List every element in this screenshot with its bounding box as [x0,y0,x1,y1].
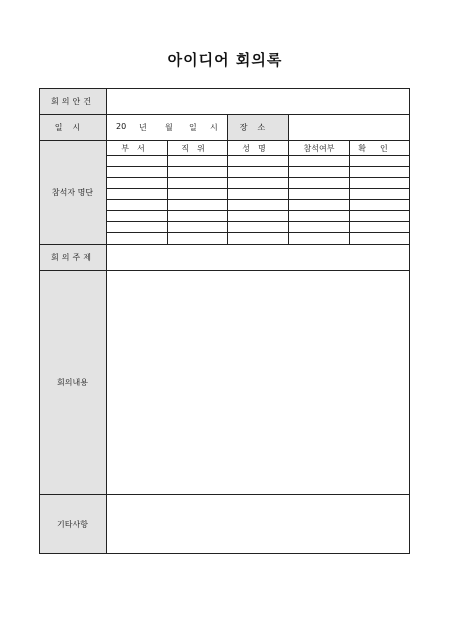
attendee-list-label: 참석자 명단 [39,140,106,244]
etc-label: 기타사항 [39,494,106,554]
date-year: 20 [116,122,127,131]
place-label-divider [288,114,289,140]
attendee-row-divider [106,177,410,178]
row-divider [39,270,410,271]
border-top [39,88,410,89]
row-divider [39,114,410,115]
border-bottom [39,553,410,554]
attendee-col-dept: 부서 [121,143,153,153]
datetime-label: 일시 [39,114,106,140]
date-day-unit: 일 [189,123,197,132]
border-left [39,88,40,554]
row-divider [39,140,410,141]
agenda-field[interactable] [107,89,409,113]
content-field[interactable] [107,271,409,493]
border-right [409,88,410,554]
attendee-col-confirm: 확인 [358,143,402,153]
attendee-row-divider [106,232,410,233]
row-divider [39,494,410,495]
attendee-row-divider [106,166,410,167]
place-label: 장소 [227,114,288,140]
agenda-label: 회의안건 [39,88,106,114]
label-divider [106,88,107,554]
document-title: 아이디어 회의록 [167,51,283,69]
place-field[interactable] [289,115,409,139]
attendee-row-divider [106,155,410,156]
topic-field[interactable] [107,245,409,269]
topic-label: 회의주제 [39,244,106,270]
attendee-col-position: 직위 [181,143,213,153]
row-divider [39,244,410,245]
attendee-col-name: 성명 [242,143,274,153]
date-time-unit: 시 [210,123,218,132]
content-label: 회의내용 [39,270,106,494]
date-month-unit: 월 [165,123,173,132]
etc-field[interactable] [107,495,409,553]
attendee-row-divider [106,188,410,189]
attendee-row-divider [106,221,410,222]
attendee-col-attendance: 참석여부 [303,143,335,153]
date-year-unit: 년 [139,123,147,132]
meeting-form [39,88,410,554]
date-field[interactable] [107,115,226,139]
attendee-row-divider [106,210,410,211]
date-place-divider [227,114,228,140]
attendee-row-divider [106,199,410,200]
